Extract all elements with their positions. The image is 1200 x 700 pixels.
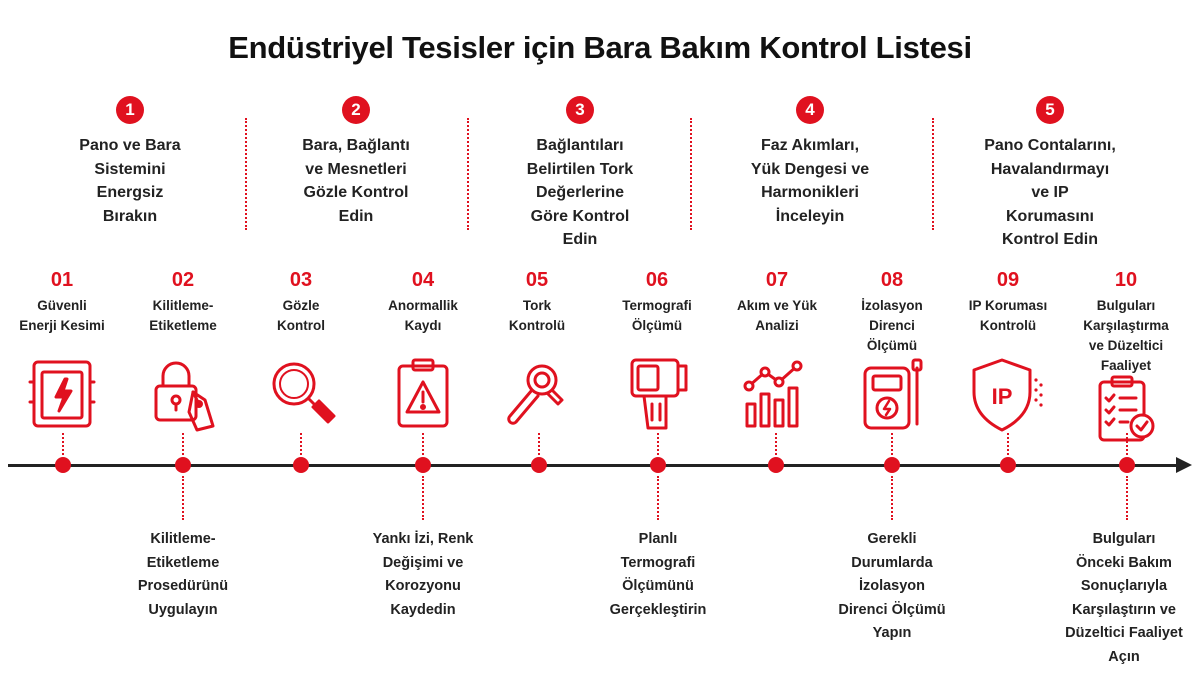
step-label: Tork Kontrolü — [508, 298, 566, 333]
step-03 — [231, 268, 371, 336]
phase-separator — [467, 118, 469, 230]
timeline-dot-07 — [768, 457, 784, 473]
bottom-note-02: Kilitleme- Etiketleme Prosedürünü Uygulayın — [137, 531, 229, 618]
step-number: 05 — [525, 269, 549, 291]
step-label: Anormallik Kaydı — [388, 298, 458, 333]
phase-number-badge: 3 — [566, 96, 594, 124]
torque-wrench-icon — [498, 352, 578, 432]
phase-text: Faz Akımları, Yük Dengesi ve Harmonikleri İnceleyin — [750, 137, 870, 225]
phase-3 — [490, 96, 670, 252]
connector-line — [657, 433, 659, 455]
step-number: 10 — [1114, 269, 1138, 291]
step-number: 02 — [171, 269, 195, 291]
timeline-dot-03 — [293, 457, 309, 473]
bottom-note-06: Planlı Termografi Ölçümünü Gerçekleştirin — [609, 531, 707, 618]
connector-line — [891, 433, 893, 455]
bottom-note-10: Bulguları Önceki Bakım Sonuçlarıyla Karşılaştırın ve Düzeltici Faaliyet Açın — [1065, 531, 1183, 665]
connector-line — [300, 433, 302, 455]
step-label: Termografi Ölçümü — [622, 298, 692, 333]
connector-line — [657, 476, 659, 520]
connector-line — [1126, 433, 1128, 455]
insulation-tester-icon — [853, 352, 933, 432]
magnifier-icon — [262, 352, 342, 432]
phase-number-badge: 5 — [1036, 96, 1064, 124]
step-number: 03 — [289, 269, 313, 291]
step-label: Bulguları Karşılaştırma ve Düzeltici Faaliyet — [1083, 298, 1169, 373]
connector-line — [422, 476, 424, 520]
step-number: 09 — [996, 269, 1020, 291]
ip-label: IP — [991, 384, 1013, 409]
step-label: Gözle Kontrol — [277, 298, 325, 333]
phase-text: Bağlantıları Belirtilen Tork Değerlerine Göre Kontrol Edin — [526, 137, 634, 248]
electrical-panel-icon — [22, 352, 102, 432]
step-label: Akım ve Yük Analizi — [736, 298, 818, 333]
connector-line — [422, 433, 424, 455]
bar-line-chart-icon — [735, 352, 815, 432]
phase-text: Pano ve Bara Sistemini Energsiz Bırakın — [79, 137, 181, 225]
page-title: Endüstriyel Tesisler için Bara Bakım Kontrol Listesi — [228, 30, 972, 65]
step-number: 08 — [880, 269, 904, 291]
connector-line — [182, 433, 184, 455]
step-number: 04 — [411, 269, 435, 291]
ip-shield-icon — [968, 352, 1048, 432]
phase-4 — [720, 96, 900, 228]
step-number: 06 — [645, 269, 669, 291]
step-number: 07 — [765, 269, 789, 291]
step-number: 01 — [50, 269, 74, 291]
timeline-dot-10 — [1119, 457, 1135, 473]
timeline-dot-02 — [175, 457, 191, 473]
step-label: IP Koruması Kontrolü — [968, 298, 1048, 333]
phase-5 — [960, 96, 1140, 252]
padlock-tag-icon — [143, 352, 223, 432]
step-label: Güvenli Enerji Kesimi — [19, 298, 105, 333]
connector-line — [182, 476, 184, 520]
timeline-dot-09 — [1000, 457, 1016, 473]
phase-separator — [932, 118, 934, 230]
step-label: Kilitleme- Etiketleme — [149, 298, 217, 333]
phase-text: Bara, Bağlantı ve Mesnetleri Gözle Kontrol Edin — [302, 137, 410, 225]
thermal-camera-icon — [618, 352, 698, 432]
step-10 — [1056, 268, 1196, 376]
step-label: İzolasyon Direnci Ölçümü — [861, 298, 923, 353]
connector-line — [62, 433, 64, 455]
phase-number-badge: 2 — [342, 96, 370, 124]
bottom-note-04: Yankı İzi, Renk Değişimi ve Korozyonu Kaydedin — [372, 531, 474, 618]
step-05 — [467, 268, 607, 336]
phase-separator — [690, 118, 692, 230]
bottom-note-08: Gerekli Durumlarda İzolasyon Direnci Ölçümü Yapın — [838, 531, 946, 641]
connector-line — [1007, 433, 1009, 455]
phase-separator — [245, 118, 247, 230]
phase-text: Pano Contalarını, Havalandırmayı ve IP Korumasını Kontrol Edin — [984, 137, 1116, 248]
connector-line — [1126, 476, 1128, 520]
clipboard-warning-icon — [383, 352, 463, 432]
timeline-dot-04 — [415, 457, 431, 473]
timeline-dot-08 — [884, 457, 900, 473]
phase-2 — [266, 96, 446, 228]
phase-number-badge: 1 — [116, 96, 144, 124]
connector-line — [891, 476, 893, 520]
step-06 — [587, 268, 727, 336]
connector-line — [538, 433, 540, 455]
timeline-dot-05 — [531, 457, 547, 473]
timeline-arrow-icon — [1176, 457, 1192, 473]
phase-number-badge: 4 — [796, 96, 824, 124]
phase-1 — [40, 96, 220, 228]
connector-line — [775, 433, 777, 455]
timeline-dot-01 — [55, 457, 71, 473]
timeline-dot-06 — [650, 457, 666, 473]
